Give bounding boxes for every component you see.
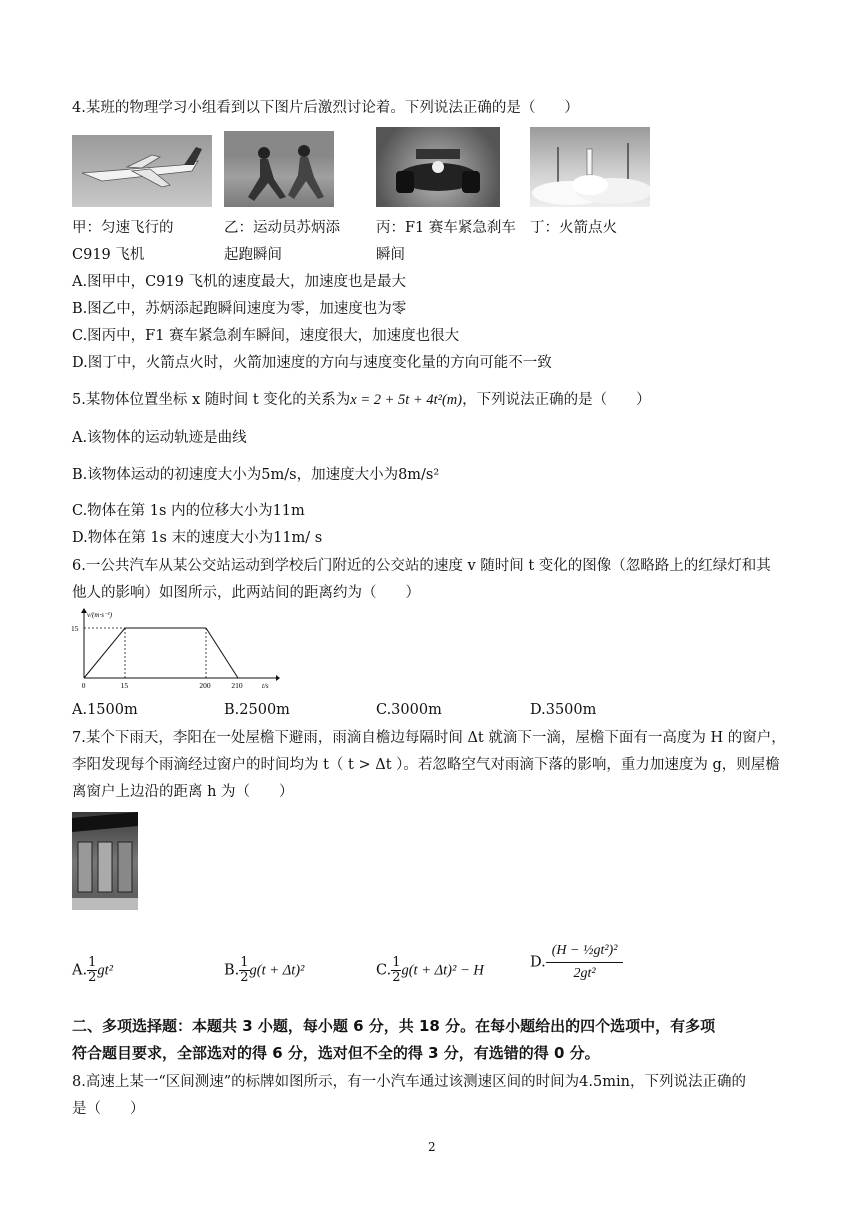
q7-option-b[interactable] <box>224 956 304 985</box>
q5-stem-b: ，下列说法正确的是（ ） <box>462 392 651 408</box>
q5-stem-a: 5.某物体位置坐标 x 随时间 t 变化的关系为 <box>72 392 351 408</box>
q5-option-a[interactable]: A.该物体的运动轨迹是曲线 <box>72 430 247 446</box>
q5-formula: x = 2 + 5t + 4t²(m) <box>350 392 463 408</box>
sprinter-photo <box>224 131 334 207</box>
q7-c-expr: g(t + Δt)² − H <box>401 962 484 979</box>
q7-option-a[interactable] <box>72 956 113 985</box>
velocity-time-chart <box>70 606 280 690</box>
q6-stem-line1: 6.一公共汽车从某公交站运动到学校后门附近的公交站的速度 v 随时间 t 变化的图像（忽略路上的红绿灯和其 <box>72 558 771 574</box>
q4-option-d[interactable]: D.图丁中，火箭点火时，火箭加速度的方向与速度变化量的方向可能不一致 <box>72 355 552 371</box>
vt-segment-2 <box>206 628 238 678</box>
q7-stem-line3: 离窗户上边沿的距离 h 为（ ） <box>72 784 294 800</box>
caption-jia-line2: C919 飞机 <box>72 247 145 263</box>
v-axis-label: v/(m·s⁻¹) <box>87 611 113 619</box>
q6-option-b[interactable]: B.2500m <box>224 702 290 718</box>
q7-b-expr: g(t + Δt)² <box>249 962 305 979</box>
q7-c-half: $\frac{1}{2}$ <box>392 955 401 985</box>
x-tick-0: 0 <box>81 681 86 690</box>
q6-option-a[interactable]: A.1500m <box>72 702 138 718</box>
vt-segment-0 <box>84 628 125 678</box>
q5-option-c[interactable]: C.物体在第 1s 内的位移大小为11m <box>72 503 305 519</box>
q7-option-d[interactable] <box>530 940 623 985</box>
caption-yi-line1: 乙：运动员苏炳添 <box>224 220 340 236</box>
caption-bing-line1: 丙：F1 赛车紧急刹车 <box>376 220 516 236</box>
eaves-window-photo <box>72 812 138 910</box>
q7-option-c-label: C. <box>376 962 392 979</box>
rocket-launch-photo <box>530 127 650 207</box>
q7-option-c[interactable] <box>376 956 484 985</box>
t-axis-arrow <box>276 675 280 681</box>
q7-b-half: $\frac{1}{2}$ <box>240 955 249 985</box>
q7-option-b-label: B. <box>224 962 240 979</box>
x-tick-210: 210 <box>231 681 243 690</box>
q7-stem-line2: 李阳发现每个雨滴经过窗户的时间均为 t（ t > Δt ）。若忽略空气对雨滴下落的影响，重力加速度为 g，则屋檐 <box>72 757 780 773</box>
q7-a-half: $\frac{1}{2}$ <box>88 955 97 985</box>
q6-option-c[interactable]: C.3000m <box>376 702 442 718</box>
section2-heading-line2: 符合题目要求，全部选对的得 6 分，选对但不全的得 3 分，有选错的得 0 分。 <box>72 1044 600 1062</box>
q6-option-d[interactable]: D.3500m <box>530 702 597 718</box>
q8-stem-line2: 是（ ） <box>72 1101 145 1117</box>
q4-option-c[interactable]: C.图丙中，F1 赛车紧急刹车瞬间，速度很大，加速度也很大 <box>72 328 460 344</box>
section2-heading-line1: 二、多项选择题：本题共 3 小题，每小题 6 分，共 18 分。在每小题给出的四个选项中，有多项 <box>72 1017 716 1035</box>
y-tick-15: 15 <box>71 624 79 633</box>
caption-bing-line2: 瞬间 <box>376 247 405 263</box>
q5-option-b[interactable]: B.该物体运动的初速度大小为5m/s，加速度大小为8m/s² <box>72 467 440 483</box>
q5-stem <box>72 390 651 410</box>
x-tick-15: 15 <box>120 681 129 690</box>
q7-d-fraction: $\frac{\text{(H − ½gt²)²}}{\text{2gt²}}$ <box>546 940 624 985</box>
caption-jia-line1: 甲：匀速飞行的 <box>72 220 174 236</box>
caption-ding-line1: 丁：火箭点火 <box>530 220 617 236</box>
q7-option-d-label: D. <box>530 954 546 971</box>
q7-a-expr: gt² <box>97 962 114 979</box>
t-axis-label: t/s <box>262 682 269 690</box>
q5-option-d[interactable]: D.物体在第 1s 末的速度大小为11m/ s <box>72 530 323 546</box>
q8-stem-line1: 8.高速上某一“区间测速”的标牌如图所示，有一小汽车通过该测速区间的时间为4.5min，下列说法正确的 <box>72 1074 746 1090</box>
q6-stem-line2: 他人的影响）如图所示，此两站间的距离约为（ ） <box>72 585 420 601</box>
q7-option-a-label: A. <box>72 962 88 979</box>
x-tick-200: 200 <box>199 681 211 690</box>
f1-car-photo <box>376 127 500 207</box>
page-number: 2 <box>428 1140 436 1154</box>
q4-option-a[interactable]: A.图甲中，C919 飞机的速度最大，加速度也是最大 <box>72 274 406 290</box>
q4-option-b[interactable]: B.图乙中，苏炳添起跑瞬间速度为零，加速度也为零 <box>72 301 407 317</box>
caption-yi-line2: 起跑瞬间 <box>224 247 282 263</box>
c919-airplane-photo <box>72 135 212 207</box>
q4-stem: 4.某班的物理学习小组看到以下图片后激烈讨论着。下列说法正确的是（ ） <box>72 100 579 116</box>
q7-stem-line1: 7.某个下雨天，李阳在一处屋檐下避雨，雨滴自檐边每隔时间 Δt 就滴下一滴，屋檐下面有一高度为 H 的窗户， <box>72 730 786 746</box>
